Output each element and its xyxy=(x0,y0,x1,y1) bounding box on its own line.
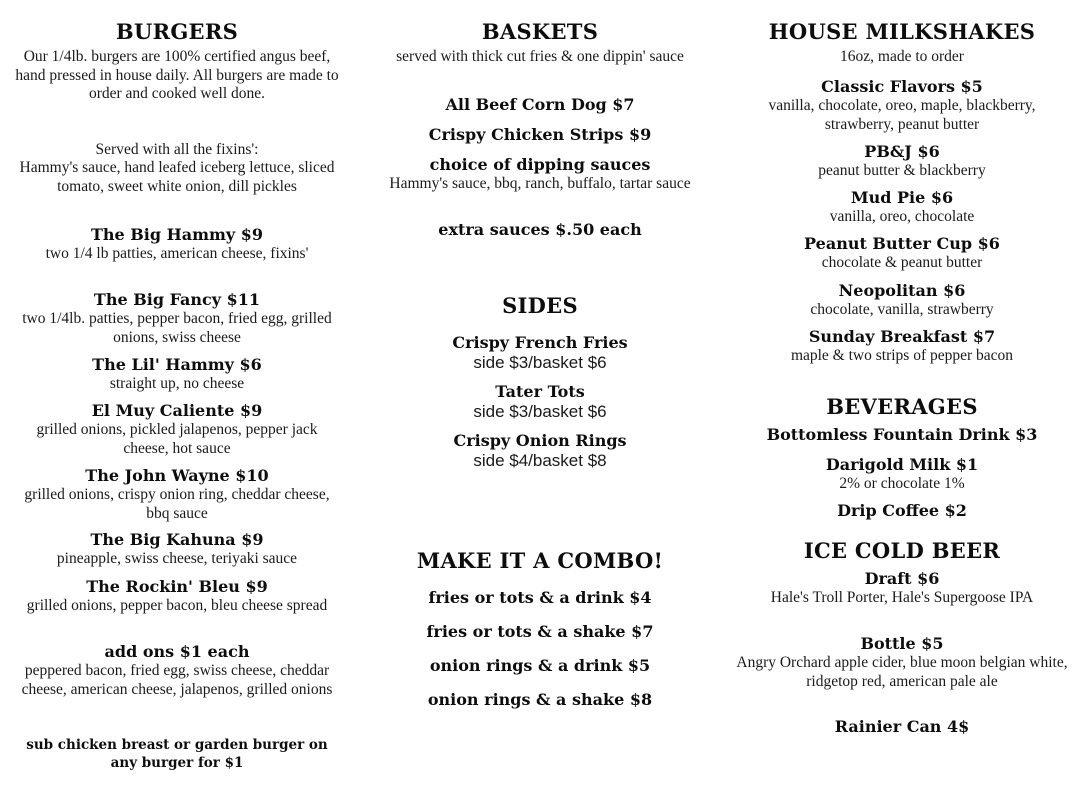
item-name: The Lil' Hammy $6 xyxy=(92,355,262,374)
milkshakes-subtitle: 16oz, made to order xyxy=(840,48,964,65)
side-item-fries xyxy=(375,333,705,373)
menu-item-big-hammy xyxy=(12,225,342,264)
burgers-intro: Our 1/4lb. burgers are 100% certified angus beef, hand pressed in house daily. All burgers are made to order and cooked well done. xyxy=(15,48,339,102)
item-description: vanilla, oreo, chocolate xyxy=(829,208,975,225)
item-description: chocolate & peanut butter xyxy=(821,254,983,271)
item-description: maple & two strips of pepper bacon xyxy=(790,347,1014,364)
baskets-column xyxy=(375,0,705,808)
burgers-heading: BURGERS xyxy=(115,19,239,44)
baskets-subtitle: served with thick cut fries & one dippin' sauce xyxy=(396,48,684,65)
shake-item-neopolitan xyxy=(735,281,1069,320)
beverage-item-fountain: Bottomless Fountain Drink $3 xyxy=(766,425,1038,444)
item-name: PB&J $6 xyxy=(864,142,940,161)
item-description: straight up, no cheese xyxy=(109,375,245,392)
combo-item: onion rings & a drink $5 xyxy=(429,656,651,675)
milkshakes-heading: HOUSE MILKSHAKES xyxy=(768,19,1036,44)
side-price: side $3/basket $6 xyxy=(473,353,607,372)
baskets-heading: BASKETS xyxy=(481,19,599,44)
item-name: The Big Hammy $9 xyxy=(90,225,264,244)
item-description: vanilla, chocolate, oreo, maple, blackberry, strawberry, peanut butter xyxy=(768,97,1036,133)
shake-item-pbj xyxy=(735,142,1069,181)
side-price: side $4/basket $8 xyxy=(473,451,607,470)
dipping-sauces-title: choice of dipping sauces xyxy=(429,155,651,174)
shake-item-sunday-breakfast xyxy=(735,327,1069,366)
item-name: Draft $6 xyxy=(864,569,940,588)
item-name: Darigold Milk $1 xyxy=(825,455,979,474)
item-description: grilled onions, crispy onion ring, cheddar cheese, bbq sauce xyxy=(24,486,330,522)
sides-heading: SIDES xyxy=(502,293,578,318)
item-description: 2% or chocolate 1% xyxy=(839,475,965,492)
beverages-heading: BEVERAGES xyxy=(826,394,978,419)
side-name: Crispy French Fries xyxy=(452,333,628,352)
side-item-tots xyxy=(375,382,705,422)
add-ons xyxy=(12,642,342,699)
add-ons-list: peppered bacon, fried egg, swiss cheese, cheddar cheese, american cheese, jalapenos, grilled onions xyxy=(21,662,333,698)
menu-item-big-fancy xyxy=(12,290,342,347)
combo-item: fries or tots & a shake $7 xyxy=(426,622,654,641)
shake-item-mud-pie xyxy=(735,188,1069,227)
shake-item-peanut-butter-cup xyxy=(735,234,1069,273)
shake-item-classic xyxy=(735,77,1069,134)
beer-item-draft xyxy=(735,569,1069,608)
menu-item-lil-hammy xyxy=(12,355,342,394)
beverage-item-coffee: Drip Coffee $2 xyxy=(837,501,967,520)
item-name: Classic Flavors $5 xyxy=(821,77,983,96)
item-description: peanut butter & blackberry xyxy=(818,162,986,179)
combo-heading: MAKE IT A COMBO! xyxy=(416,548,664,573)
item-name: The Rockin' Bleu $9 xyxy=(86,577,268,596)
item-name: Peanut Butter Cup $6 xyxy=(804,234,1000,253)
fixins-list: Hammy's sauce, hand leafed iceberg lettuce, sliced tomato, sweet white onion, dill pickles xyxy=(19,159,335,195)
add-ons-title: add ons $1 each xyxy=(104,642,250,661)
side-price: side $3/basket $6 xyxy=(473,402,607,421)
menu-item-el-muy-caliente xyxy=(12,401,342,458)
item-name: The Big Kahuna $9 xyxy=(90,530,264,549)
item-description: chocolate, vanilla, strawberry xyxy=(810,301,994,318)
item-description: grilled onions, pickled jalapenos, pepper jack cheese, hot sauce xyxy=(36,421,318,457)
side-name: Crispy Onion Rings xyxy=(453,431,627,450)
side-name: Tater Tots xyxy=(495,382,585,401)
dipping-sauces-list: Hammy's sauce, bbq, ranch, buffalo, tartar sauce xyxy=(389,175,691,192)
beer-item-rainier: Rainier Can 4$ xyxy=(834,717,970,736)
side-item-onion-rings xyxy=(375,431,705,471)
item-name: El Muy Caliente $9 xyxy=(91,401,263,420)
combo-item: onion rings & a shake $8 xyxy=(427,690,653,709)
sub-note: sub chicken breast or garden burger on any burger for $1 xyxy=(26,737,328,771)
dipping-sauces xyxy=(375,155,705,194)
beer-item-bottle xyxy=(735,634,1069,691)
menu-item-big-kahuna xyxy=(12,530,342,569)
item-name: Bottle $5 xyxy=(860,634,944,653)
item-name: The Big Fancy $11 xyxy=(93,290,261,309)
item-description: Hale's Troll Porter, Hale's Supergoose IPA xyxy=(770,589,1034,606)
menu-item-corn-dog: All Beef Corn Dog $7 xyxy=(445,95,635,114)
fixins-intro: Served with all the fixins': xyxy=(95,141,259,158)
menu-item-john-wayne xyxy=(12,466,342,523)
beverage-item-milk xyxy=(735,455,1069,494)
item-description: Angry Orchard apple cider, blue moon belgian white, ridgetop red, american pale ale xyxy=(736,654,1068,690)
combo-item: fries or tots & a drink $4 xyxy=(428,588,652,607)
item-description: grilled onions, pepper bacon, bleu cheese spread xyxy=(26,597,328,614)
item-name: Mud Pie $6 xyxy=(850,188,954,207)
menu-item-rockin-bleu xyxy=(12,577,342,616)
item-name: The John Wayne $10 xyxy=(85,466,269,485)
item-name: Sunday Breakfast $7 xyxy=(808,327,996,346)
item-description: pineapple, swiss cheese, teriyaki sauce xyxy=(56,550,298,567)
menu-item-chicken-strips: Crispy Chicken Strips $9 xyxy=(428,125,652,144)
extra-sauces: extra sauces $.50 each xyxy=(438,220,642,239)
item-description: two 1/4lb. patties, pepper bacon, fried egg, grilled onions, swiss cheese xyxy=(22,310,332,346)
item-description: two 1/4 lb patties, american cheese, fixins' xyxy=(45,245,309,262)
beer-heading: ICE COLD BEER xyxy=(803,538,1001,563)
burgers-column xyxy=(12,0,342,808)
milkshakes-column xyxy=(735,0,1069,808)
item-name: Neopolitan $6 xyxy=(838,281,966,300)
